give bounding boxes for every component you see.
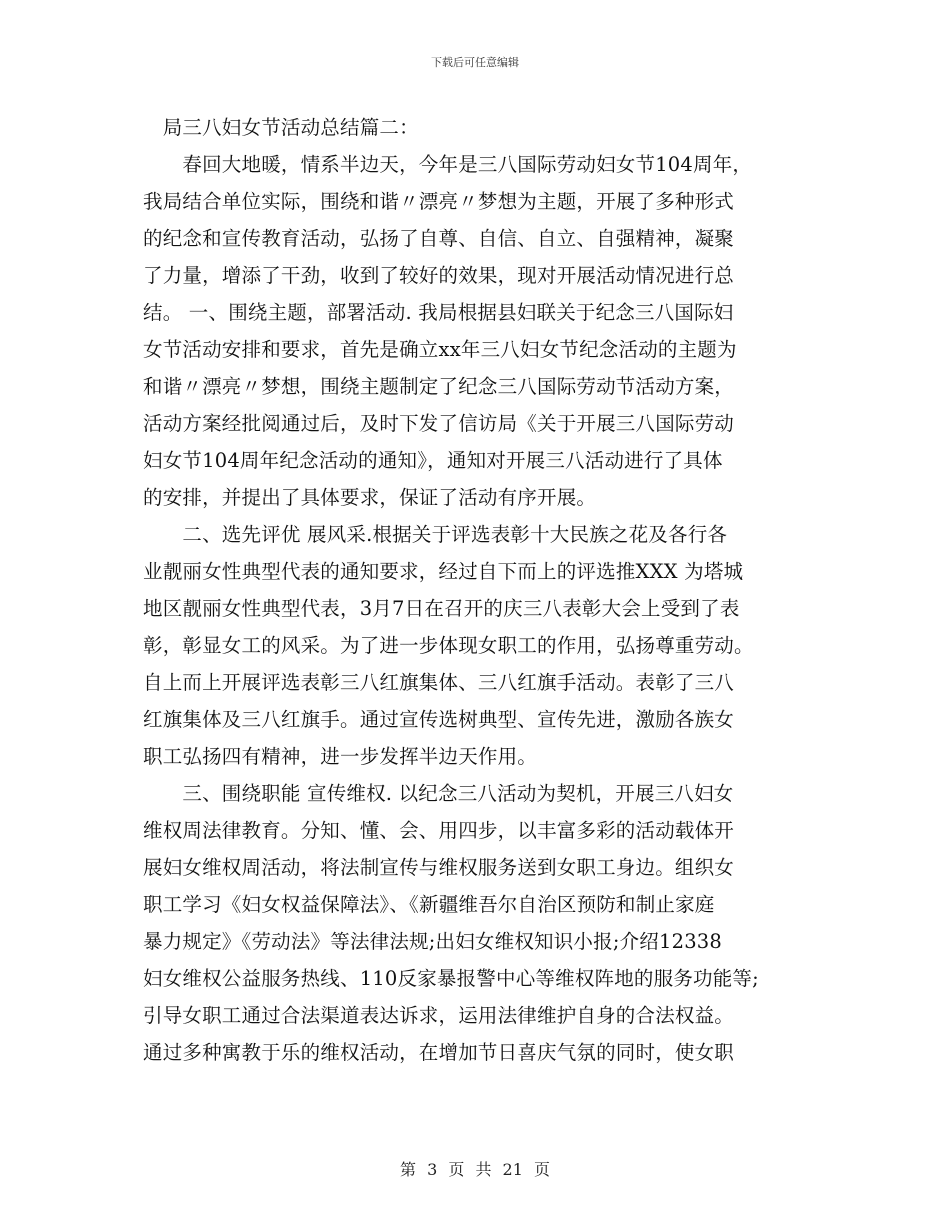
text-line: 维权周法律教育。分知、懂、会、用四步，以丰富多彩的活动载体开 xyxy=(143,819,735,842)
document-body xyxy=(143,109,833,1071)
text-line: 我局结合单位实际，围绕和谐〃漂亮〃梦想为主题，开展了多种形式 xyxy=(143,190,735,213)
text-line: 和谐〃漂亮〃梦想，围绕主题制定了纪念三八国际劳动节活动方案， xyxy=(143,375,735,398)
text-line: 地区靓丽女性典型代表，3月7日在召开的庆三八表彰大会上受到了表 xyxy=(143,597,740,620)
page-header-note: 下载后可任意编辑 xyxy=(431,56,519,69)
text-line: 的安排，并提出了具体要求，保证了活动有序开展。 xyxy=(143,486,597,509)
text-line: 春回大地暖，情系半边天，今年是三八国际劳动妇女节104周年， xyxy=(143,153,753,176)
text-line: 彰，彰显女工的风采。为了进一步体现女职工的作用，弘扬尊重劳动。 xyxy=(143,634,754,657)
text-line: 结。 一、围绕主题，部署活动. 我局根据县妇联关于纪念三八国际妇 xyxy=(143,301,734,324)
text-line: 妇女维权公益服务热线、110反家暴报警中心等维权阵地的服务功能等; xyxy=(143,967,759,990)
text-line: 职工弘扬四有精神，进一步发挥半边天作用。 xyxy=(143,745,538,768)
text-line: 业靓丽女性典型代表的通知要求，经过自下而上的评选推XXX 为塔城 xyxy=(143,560,744,583)
text-line: 女节活动安排和要求，首先是确立xx年三八妇女节纪念活动的主题为 xyxy=(143,338,737,361)
text-line: 通过多种寓教于乐的维权活动，在增加节日喜庆气氛的同时，使女职 xyxy=(143,1041,735,1064)
page-number-footer: 第 3 页 共 21 页 xyxy=(400,1160,550,1179)
text-line: 展妇女维权周活动，将法制宣传与维权服务送到女职工身边。组织女 xyxy=(143,856,735,879)
text-line: 三、围绕职能 宣传维权. 以纪念三八活动为契机，开展三八妇女 xyxy=(143,782,734,805)
text-line: 红旗集体及三八红旗手。通过宣传选树典型、宣传先进，激励各族女 xyxy=(143,708,735,731)
text-line: 活动方案经批阅通过后，及时下发了信访局《关于开展三八国际劳动 xyxy=(143,412,735,435)
text-line: 自上而上开展评选表彰三八红旗集体、三八红旗手活动。表彰了三八 xyxy=(143,671,735,694)
text-line: 暴力规定》《劳动法》等法律法规;出妇女维权知识小报;介绍12338 xyxy=(143,930,723,953)
text-line: 职工学习《妇女权益保障法》、《新疆维吾尔自治区预防和制止家庭 xyxy=(143,893,715,916)
text-line: 引导女职工通过合法渠道表达诉求，运用法律维护自身的合法权益。 xyxy=(143,1004,735,1027)
text-line: 局三八妇女节活动总结篇二： xyxy=(143,116,419,139)
text-line: 的纪念和宣传教育活动，弘扬了自尊、自信、自立、自强精神，凝聚 xyxy=(143,227,735,250)
text-line: 二、选先评优 展风采.根据关于评选表彰十大民族之花及各行各 xyxy=(143,523,728,546)
text-line: 妇女节104周年纪念活动的通知》，通知对开展三八活动进行了具体 xyxy=(143,449,723,472)
text-line: 了力量，增添了干劲，收到了较好的效果，现对开展活动情况进行总 xyxy=(143,264,735,287)
